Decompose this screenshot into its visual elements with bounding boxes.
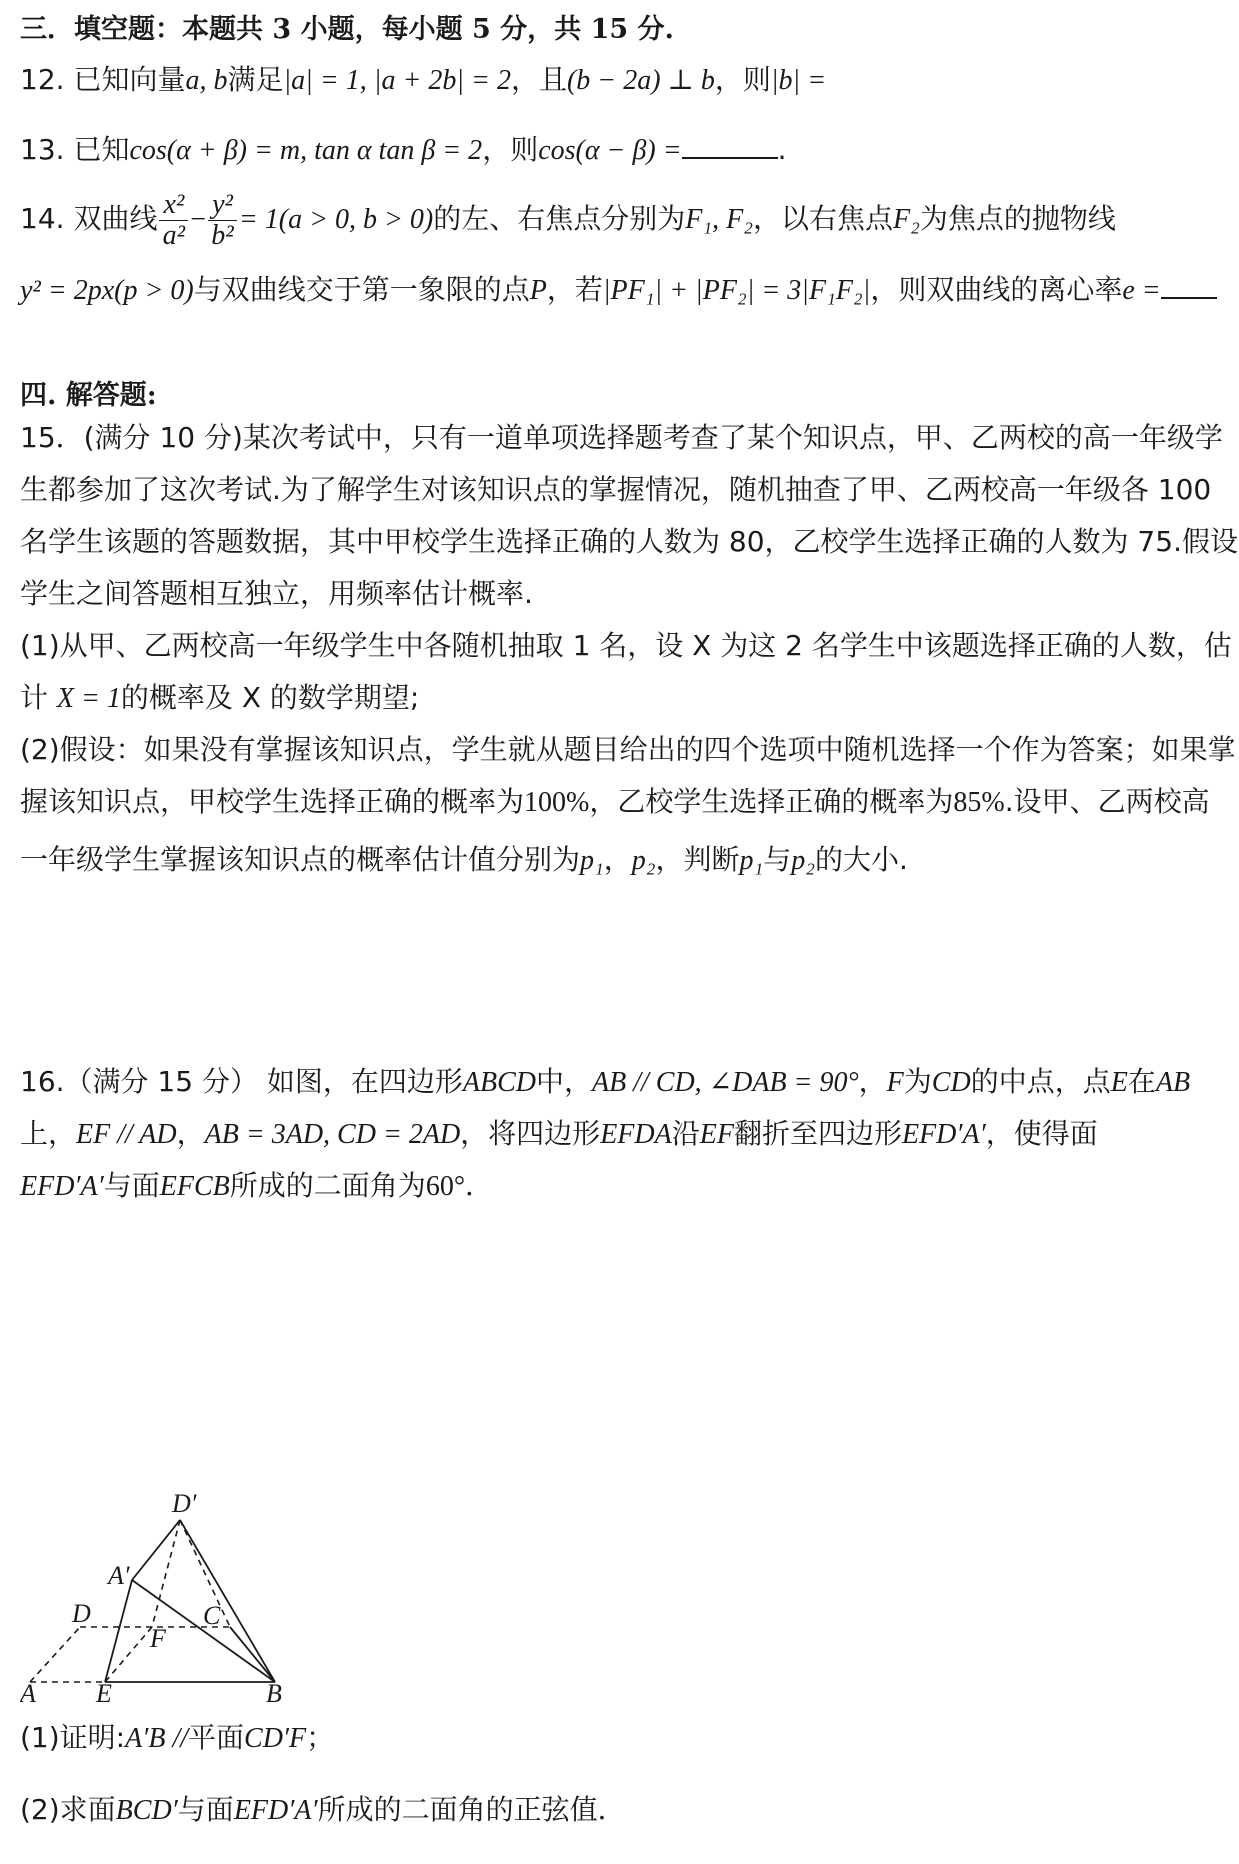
- q14-f2: F₂: [892, 204, 920, 235]
- q13-expr: cos(α + β) = m, tan α tan β = 2: [129, 135, 483, 166]
- q16-line-3: [20, 1166, 493, 1207]
- q16-sub-1: [20, 1718, 334, 1759]
- segment-AD: [30, 1627, 80, 1682]
- q12-condition: |a| = 1, |a + 2b| = 2: [283, 65, 511, 96]
- q14-foci: F₁, F₂: [685, 204, 753, 235]
- q16-text: ，将四边形: [460, 1117, 601, 1150]
- q15-p1: p₁: [580, 845, 604, 876]
- q14-condition: |PF₁| + |PF₂| = 3|F₁F₂|: [602, 275, 871, 306]
- q16-abcd: ABCD: [462, 1067, 536, 1098]
- q16-condition: AB // CD, ∠DAB = 90°: [592, 1067, 859, 1098]
- label-A-prime: A′: [108, 1561, 130, 1590]
- q14-text: 的左、右焦点分别为: [433, 202, 686, 235]
- q12-number: 12.: [20, 63, 65, 96]
- label-D-prime: D′: [172, 1489, 197, 1518]
- q12-text: 满足: [227, 63, 284, 96]
- q16-text: 上，: [20, 1117, 77, 1150]
- q14-text: 与双曲线交于第一象限的点: [193, 273, 530, 306]
- q15-text: 握该知识点，甲校学生选择正确的概率为: [20, 785, 525, 818]
- q14-text: ，若: [546, 273, 603, 306]
- q15-part2-line-1: (2)假设：如果没有掌握该知识点，学生就从题目给出的四个选项中随机选择一个作为答案；如果掌: [20, 733, 1236, 766]
- q16-cd: CD: [931, 1067, 971, 1098]
- q16-text: 在: [1127, 1065, 1156, 1098]
- q14-answer-blank: [1161, 297, 1217, 299]
- q15-text: 计: [20, 681, 49, 714]
- q15-line-2: 生都参加了这次考试.为了解学生对该知识点的掌握情况，随机抽查了甲、乙两校高一年级各 100: [20, 473, 1212, 506]
- q16-aprime-b: A′B //: [125, 1723, 188, 1754]
- q15-prob-100: 100%: [524, 787, 590, 818]
- q16-efda-prime: EFD′A′: [901, 1119, 986, 1150]
- q14-frac2-den: b²: [211, 219, 234, 251]
- q16-angle: 60°: [425, 1171, 466, 1202]
- q15-text: 与: [763, 843, 792, 876]
- q14-ask: e =: [1122, 275, 1161, 306]
- q13-text: ，则: [482, 133, 539, 166]
- q15-text: ，判断: [655, 843, 740, 876]
- q15-p2: p₂: [791, 845, 815, 876]
- q16-e: E: [1110, 1067, 1128, 1098]
- q16-text: 16.（满分 15 分） 如图，在四边形: [20, 1065, 463, 1098]
- q16-text: 与面: [177, 1793, 234, 1826]
- q15-text: 一年级学生掌握该知识点的概率估计值分别为: [20, 843, 581, 876]
- section3-heading: 三．填空题：本题共 3 小题，每小题 5 分，共 15 分.: [20, 14, 674, 45]
- q14-text: ，则双曲线的离心率: [870, 273, 1123, 306]
- q16-ab: AB: [1155, 1067, 1191, 1098]
- q16-text: ．: [465, 1169, 494, 1202]
- q12-text: ，且: [510, 63, 567, 96]
- q14-text: 为焦点的抛物线: [919, 202, 1116, 235]
- question-12: [20, 60, 826, 101]
- q16-ef-parallel: EF // AD: [76, 1119, 177, 1150]
- q16-ef: EF: [699, 1119, 734, 1150]
- label-F: F: [150, 1624, 166, 1653]
- q15-text: .设甲、乙两校高: [1004, 785, 1210, 818]
- q16-text: 翻折至四边形: [733, 1117, 902, 1150]
- q15-p2: p₂: [631, 845, 656, 876]
- q14-minus: −: [190, 204, 207, 235]
- q15-text: ，: [603, 843, 632, 876]
- q14-text: 双曲线: [73, 202, 158, 235]
- q12-text: ，则: [714, 63, 771, 96]
- q15-text: ，乙校学生选择正确的概率为: [589, 785, 954, 818]
- q16-text: 与面: [103, 1169, 160, 1202]
- q16-sub-2: [20, 1790, 626, 1831]
- q16-text: ，: [176, 1117, 205, 1150]
- label-D: D: [72, 1599, 91, 1628]
- q15-text: 的概率及 X 的数学期望;: [120, 681, 420, 714]
- q15-line-3: 名学生该题的答题数据，其中甲校学生选择正确的人数为 80，乙校学生选择正确的人数为 75.假设: [20, 525, 1238, 558]
- q16-f: F: [886, 1067, 904, 1098]
- question-14-line2: [20, 270, 1217, 311]
- q16-text: (1)证明:: [20, 1721, 126, 1754]
- q14-eq-tail: = 1(a > 0, b > 0): [238, 204, 434, 235]
- q16-line-1: [20, 1062, 1190, 1103]
- q14-point: P: [529, 275, 547, 306]
- q16-plane-efda: EFD′A′: [233, 1795, 318, 1826]
- q12-ask: |b| =: [770, 65, 827, 96]
- geometry-figure: [20, 1452, 320, 1702]
- q16-plane-cdf: CD′F: [244, 1723, 307, 1754]
- segment-AprimeDprime: [132, 1520, 180, 1580]
- q16-text: 中，: [535, 1065, 592, 1098]
- q12-text: 已知向量: [73, 63, 186, 96]
- q16-line-2: [20, 1114, 1098, 1155]
- q12-vectors: a, b: [185, 65, 228, 96]
- q15-prob-85: 85%: [953, 787, 1005, 818]
- q16-text: ；: [306, 1721, 335, 1754]
- q16-ratio: AB = 3AD, CD = 2AD: [204, 1119, 461, 1150]
- q16-text: 平面: [188, 1721, 245, 1754]
- label-A: A: [20, 1679, 36, 1702]
- q16-plane-bcd: BCD′: [115, 1795, 178, 1826]
- q15-text: 的大小.: [815, 843, 908, 876]
- q16-text: (2)求面: [20, 1793, 116, 1826]
- q15-part2-line-3: [20, 840, 908, 881]
- q16-text: 为: [903, 1065, 932, 1098]
- label-C: C: [203, 1601, 221, 1630]
- q16-efda: EFDA: [600, 1119, 672, 1150]
- q16-efcb: EFCB: [159, 1171, 230, 1202]
- label-B: B: [266, 1679, 282, 1702]
- q14-frac1-num: x²: [159, 190, 188, 221]
- segment-DprimeB: [180, 1520, 275, 1682]
- q16-text: 沿: [671, 1117, 700, 1150]
- q14-fraction-y: [208, 190, 237, 251]
- q13-ask: cos(α − β) =: [538, 135, 682, 166]
- q16-text: ，使得面: [985, 1117, 1098, 1150]
- question-13: 13. 已知cos(α + β) = m, tan α tan β = 2，则cos(α − β) = .: [20, 133, 787, 166]
- q14-parabola: y² = 2px(p > 0): [20, 275, 194, 306]
- q14-frac1-den: a²: [162, 219, 186, 251]
- q15-part1-line-1: (1)从甲、乙两校高一年级学生中各随机抽取 1 名，设 X 为这 2 名学生中该题选择正确的人数，估: [20, 629, 1232, 662]
- q16-text: 所成的二面角为: [229, 1169, 426, 1202]
- q15-line-1: 15．(满分 10 分)某次考试中，只有一道单项选择题考查了某个知识点，甲、乙两校的高一年级学: [20, 421, 1223, 454]
- q15-line-4: 学生之间答题相互独立，用频率估计概率.: [20, 577, 533, 610]
- segment-EAprime: [105, 1580, 132, 1682]
- label-E: E: [96, 1679, 112, 1702]
- q16-text: 的中点，点: [970, 1065, 1111, 1098]
- q16-efda-prime: EFD′A′: [20, 1171, 104, 1202]
- q13-answer-blank: [682, 157, 778, 159]
- q14-fraction-x: [159, 190, 188, 251]
- q14-number: 14.: [20, 202, 65, 235]
- section4-heading: 四. 解答题:: [20, 380, 157, 411]
- q13-number: 13.: [20, 133, 65, 166]
- q15-part1-line-2: [20, 678, 419, 719]
- q13-text: 已知: [73, 133, 130, 166]
- q16-text: ，: [858, 1065, 887, 1098]
- q16-text: 所成的二面角的正弦值．: [317, 1793, 626, 1826]
- q15-p1: p₁: [739, 845, 764, 876]
- q14-frac2-num: y²: [208, 190, 237, 221]
- q15-part2-line-2: [20, 782, 1210, 823]
- q15-x-eq-1: X = 1: [56, 683, 121, 714]
- q14-text: ，以右焦点: [752, 202, 893, 235]
- q12-perp: (b − 2a) ⊥ b: [566, 65, 715, 96]
- question-14: [20, 186, 1116, 253]
